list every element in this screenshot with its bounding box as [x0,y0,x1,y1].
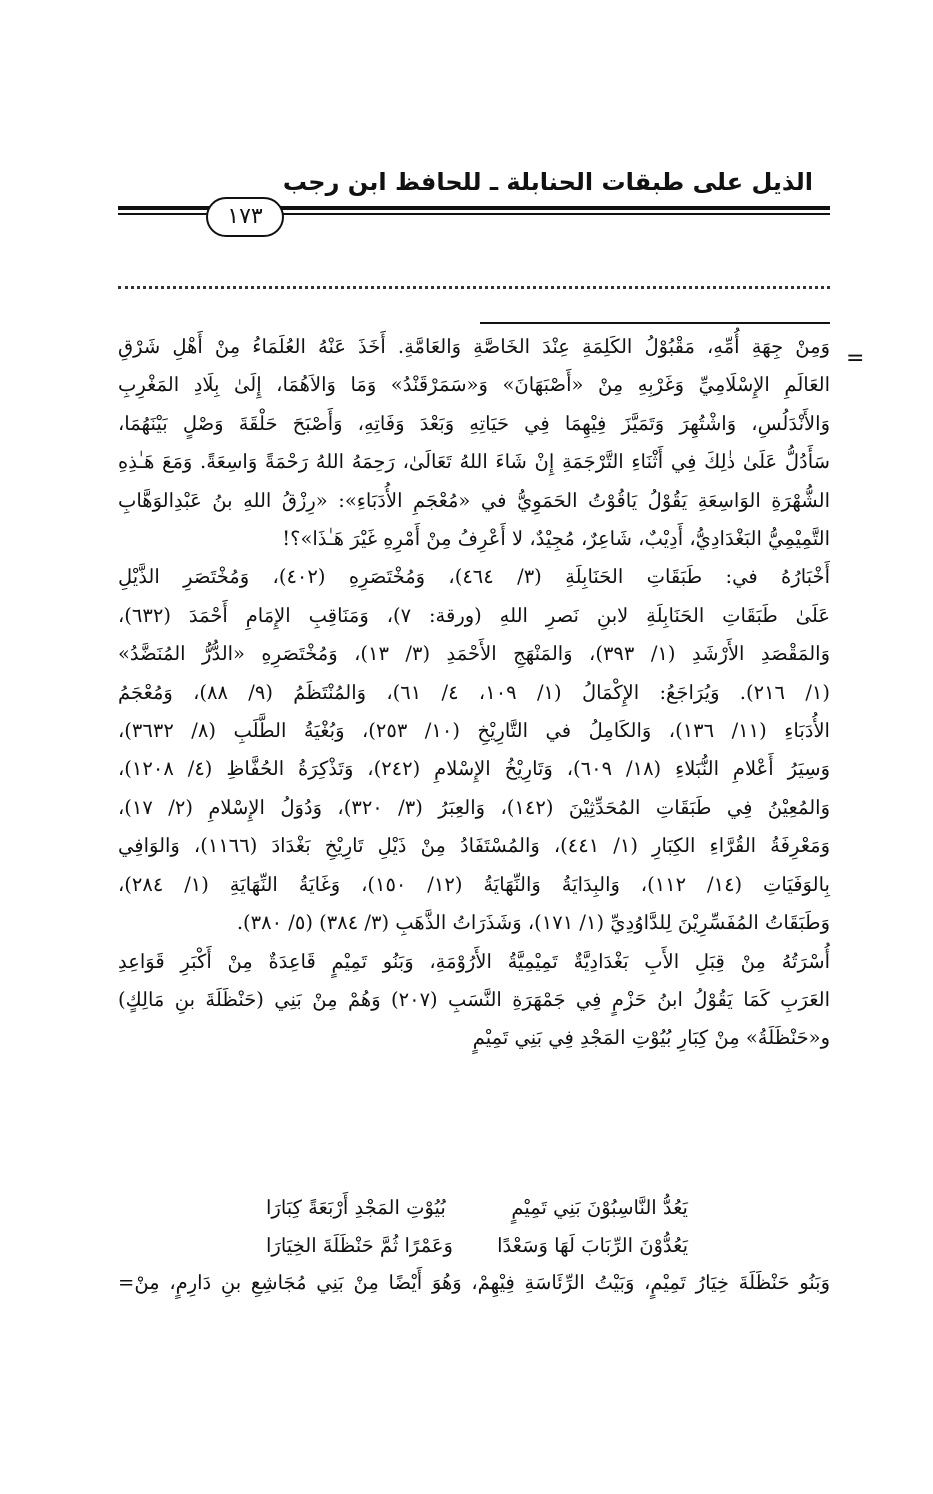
text-line: وَطَبَقَاتُ المُفَسِّرِيْنَ لِلدَّاوُدِيِّ (١/ ١٧١)، وَشَذَرَاتُ الذَّهَبِ (٣/ ٣٨٤) (٥/ ٣٨٠). [236,911,830,935]
verse-second-hemistich: وَعَمْرًا ثُمَّ حَنْظَلَةَ الخِيَارَا [266,1234,453,1257]
text-line: وَمَعْرِفَةُ القُرَّاءِ الكِبَارِ (١/ ٤٤١)، وَالمُسْتَفَادُ مِنْ ذَيْلِ تَارِيْخِ بَغْدَادَ (١١٦٦)، وَالوَافِي [118,834,830,858]
page-number: ١٧٣ [206,197,284,237]
text-line: سَأَدُلُّ عَلَىٰ ذٰلِكَ فِي أَثْنَاءِ التَّرْجَمَةِ إِنْ شَاءَ اللهُ تَعَالَىٰ، رَحِمَهُ اللهُ رَحْمَةً وَاسِعَةً. وَمَعَ هَـٰذِهِ [118,450,830,474]
text-line: بِالوَفَيَاتِ (١٤/ ١١٢)، وَالبِدَايَةُ وَالنِّهَايَةُ (١٢/ ١٥٠)، وَغَايَةُ النِّهَايَةِ (١/ ٢٨٤)، [118,872,830,896]
verse-second-hemistich: بُيُوْتِ المَجْدِ أَرْبَعَةً كِبَارَا [266,1196,446,1219]
verse-first-hemistich: يَعُدُّ النَّاسِبُوْنَ بَنِي تَمِيْمٍ [511,1196,688,1219]
text-line: وَسِيَرُ أَعْلامِ النُّبَلاءِ (١٨/ ٦٠٩)، وَتَارِيْخُ الإِسْلامِ (٢٤٢)، وَتَذْكِرَةُ الحُفَّاظِ (٤/ ١٢٠٨)، [118,757,830,781]
text-line: وَالمُعِيْنُ فِي طَبَقَاتِ المُحَدِّثِيْنَ (١٤٢)، وَالعِبَرُ (٣/ ٣٢٠)، وَدُوَلُ الإِسْلامِ (٢/ ١٧)، [118,795,830,819]
text-line: التَّمِيْمِيُّ البَغْدَادِيُّ، أَدِيْبٌ، شَاعِرٌ، مُجِيْدٌ، لا أَعْرِفُ مِنْ أَمْرِهِ غَيْرَ هَـٰذَا»؟! [282,527,830,551]
text-line: العَالَمِ الإِسْلَامِيِّ وَغَرْبِهِ مِنْ «أَصْبَهَانَ» وَ«سَمَرْقَنْدُ» وَمَا وَالاَهُمَا، إِلَىٰ بِلَادِ المَغْرِبِ [118,373,830,397]
text-line: (١/ ٢١٦). وَيُرَاجَعُ: الإِكْمَالُ (١/ ١٠٩، ٤/ ٦١)، وَالمُنْتَظَمُ (٩/ ٨٨)، وَمُعْجَمُ [118,680,830,704]
verse-first-hemistich: يَعُدُّوْنَ الرِّبَابَ لَهَا وَسَعْدًا [497,1234,688,1257]
text-line: وَالأَنْدَلُسِ، وَاشْتُهِرَ وَتَمَيَّزَ فِيْهِمَا فِي حَيَاتِهِ وَبَعْدَ وَفَاتِهِ، وَأَصْبَحَ حَلْقَةَ وَصْلٍ بَيْنَهُمَا، [118,411,830,435]
text-line: وَمِنْ جِهَةِ أُمِّهِ، مَقْبُوْلُ الكَلِمَةِ عِنْدَ الخَاصَّةِ وَالعَامَّةِ. أَخَذَ عَنْهُ العُلَمَاءُ مِنْ أَهْلِ شَرْقِ [118,335,830,358]
text-line: عَلَىٰ طَبَقَاتِ الحَنَابِلَةِ لابنِ نَصرِ اللهِ (ورقة: ٧)، وَمَنَاقِبِ الإِمَامِ أَحْمَدَ (٦٣٢)، [118,603,830,627]
text-line: و«حَنْظَلَةُ» مِنْ كِبَارِ بُيُوْتِ المَجْدِ فِي بَنِي تَمِيْمٍ [472,1026,830,1050]
text-line: أُسْرَتُهُ مِنْ قِبَلِ الأَبِ بَغْدَادِيَّةٌ تَمِيْمِيَّةُ الأَرُوْمَةِ، وَبَنُو تَمِيْمٍ قَاعِدَةٌ مِنْ أَكْبَرِ قَوَاعِدِ [118,949,830,973]
footnote-text [118,328,830,1058]
continuation-mark: = [846,346,865,371]
running-title: الذيل على طبقات الحنابلة ـ للحافظ ابن رجب [282,168,813,196]
text-line: أَخْبَارُهُ في: طَبَقَاتِ الحَنَابِلَةِ (٣/ ٤٦٤)، وَمُخْتَصَرِهِ (٤٠٢)، وَمُخْتَصَرِ الذَّيْلِ [118,565,830,589]
text-line: العَرَبِ كَمَا يَقُوْلُ ابنُ حَزْمٍ فِي جَمْهَرَةِ النَّسَبِ (٢٠٧) وَهُمْ مِنْ بَنِي (حَنْظَلَةَ بنِ مَالِكٍ) [118,987,830,1011]
text-line: الشُّهْرَةِ الوَاسِعَةِ يَقُوْلُ يَاقُوْتُ الحَمَوِيُّ في «مُعْجَمِ الأُدَبَاءِ»: «رِزْقُ اللهِ بنُ عَبْدِالوَهَّابِ [118,488,830,512]
text-line-continued: وَبَنُو حَنْظَلَةَ خِيَارُ تَمِيْمٍ، وَبَيْتُ الرِّئَاسَةِ فِيْهِمْ، وَهُوَ أَيْضًا مِنْ بَنِي مُجَاشِعِ بنِ دَارِمٍ، مِنْ= [118,1271,830,1294]
text-line: الأُدَبَاءِ (١١/ ١٣٦)، وَالكَامِلُ في التَّارِيْخِ (١٠/ ٢٥٣)، وَبُغْيَةُ الطَّلَبِ (٨/ ٣٦٣٢)، [118,719,830,743]
dotted-separator [118,286,830,289]
footnote-rule [480,322,830,324]
text-line: وَالمَقْصَدِ الأَرْشَدِ (١/ ٣٩٣)، وَالمَنْهَجِ الأَحْمَدِ (٣/ ١٣)، وَمُخْتَصَرِهِ «الدُّرُّ المُنَضَّدُ» [118,642,830,666]
